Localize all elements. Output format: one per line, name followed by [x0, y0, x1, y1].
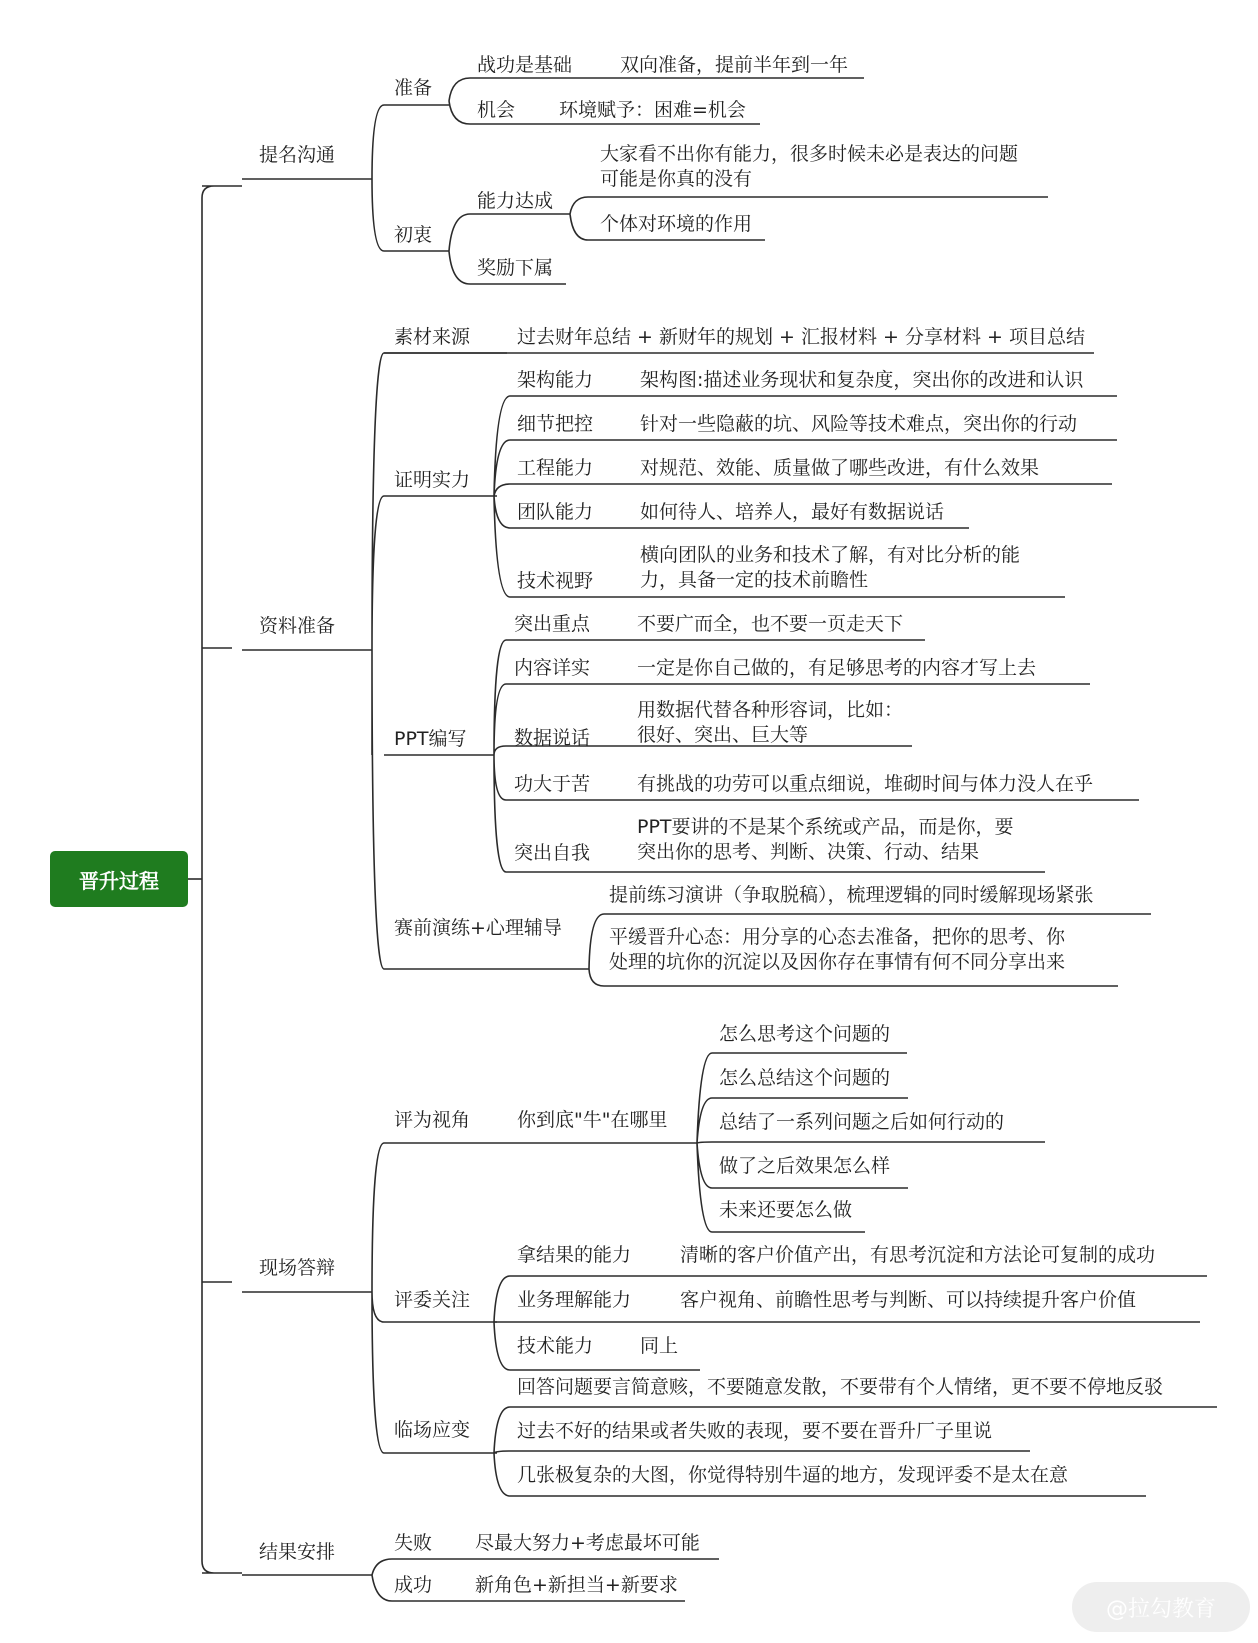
node-ppt-effort: 功大于苦	[514, 773, 591, 795]
node-ppt-content-detail: 一定是你自己做的，有足够思考的内容才写上去	[637, 657, 1037, 679]
node-ability-detail1-line1: 大家看不出你有能力，很多时候未必是表达的问题	[600, 143, 1019, 165]
node-prepare-item2-detail: 环境赋予：困难=机会	[559, 99, 746, 121]
node-detail-control-detail: 针对一些隐蔽的坑、风险等技术难点，突出你的行动	[640, 413, 1078, 435]
node-adapt-item1: 回答问题要言简意赅，不要随意发散，不要带有个人情绪，更不要不停地反驳	[517, 1376, 1164, 1398]
node-ppt-self: 突出自我	[514, 842, 591, 864]
node-vision-detail-line2: 力，具备一定的技术前瞻性	[640, 569, 869, 591]
node-defense: 现场答辩	[259, 1257, 336, 1279]
node-ppt-focus: 突出重点	[514, 613, 591, 635]
node-perspective-q5: 未来还要怎么做	[719, 1199, 853, 1221]
node-team-detail: 如何待人、培养人，最好有数据说话	[640, 501, 945, 523]
node-judges: 评委关注	[394, 1289, 471, 1311]
node-rehearsal: 赛前演练+心理辅导	[394, 917, 562, 939]
node-ppt-content: 内容详实	[514, 657, 591, 679]
node-adapt-item2: 过去不好的结果或者失败的表现，要不要在晋升厂子里说	[517, 1420, 993, 1442]
node-ppt: PPT编写	[394, 728, 467, 750]
node-detail-control: 细节把控	[517, 413, 594, 435]
node-success: 成功	[394, 1574, 433, 1596]
node-ppt-data: 数据说话	[514, 727, 591, 749]
connector-level1-underlines	[242, 179, 372, 1575]
node-perspective-core: 你到底"牛"在哪里	[517, 1109, 668, 1131]
node-team: 团队能力	[517, 501, 594, 523]
node-judges-result: 拿结果的能力	[517, 1244, 632, 1266]
root-node: 晋升过程	[50, 851, 188, 907]
node-source-detail: 过去财年总结 + 新财年的规划 + 汇报材料 + 分享材料 + 项目总结	[517, 326, 1085, 348]
node-fail: 失败	[394, 1532, 433, 1554]
node-intent: 初衷	[394, 224, 433, 246]
node-ability: 能力达成	[477, 190, 554, 212]
node-ppt-data-detail-line1: 用数据代替各种形容词，比如：	[637, 699, 904, 721]
node-perspective-q4: 做了之后效果怎么样	[719, 1155, 891, 1177]
node-perspective: 评为视角	[394, 1109, 471, 1131]
node-rehearsal-detail2-line1: 平缓晋升心态：用分享的心态去准备，把你的思考、你	[609, 926, 1066, 948]
node-prepare-item1: 战功是基础	[477, 54, 573, 76]
node-ability-detail2: 个体对环境的作用	[600, 213, 753, 235]
node-ability-detail1-line2: 可能是你真的没有	[600, 168, 753, 190]
node-judges-tech: 技术能力	[517, 1335, 594, 1357]
node-reward: 奖励下属	[477, 257, 554, 279]
node-judges-business: 业务理解能力	[517, 1289, 632, 1311]
node-proof: 证明实力	[394, 469, 471, 491]
node-rehearsal-detail1: 提前练习演讲（争取脱稿），梳理逻辑的同时缓解现场紧张	[609, 884, 1094, 906]
node-perspective-q2: 怎么总结这个问题的	[719, 1067, 891, 1089]
node-rehearsal-detail2-line2: 处理的坑你的沉淀以及因你存在事情有何不同分享出来	[609, 951, 1066, 973]
node-arch: 架构能力	[517, 369, 594, 391]
node-ppt-data-detail-line2: 很好、突出、巨大等	[637, 724, 809, 746]
node-vision: 技术视野	[517, 570, 594, 592]
node-ppt-self-detail-line1: PPT要讲的不是某个系统或产品，而是你，要	[637, 816, 1014, 838]
node-ppt-focus-detail: 不要广而全，也不要一页走天下	[637, 613, 904, 635]
watermark-logo: @拉勾教育	[1072, 1582, 1250, 1632]
node-perspective-q1: 怎么思考这个问题的	[719, 1023, 891, 1045]
node-materials: 资料准备	[259, 615, 336, 637]
node-arch-detail: 架构图:描述业务现状和复杂度，突出你的改进和认识	[640, 369, 1084, 391]
node-success-detail: 新角色+新担当+新要求	[475, 1574, 678, 1596]
node-engineering: 工程能力	[517, 457, 594, 479]
connector-level1-spine	[202, 186, 242, 1573]
node-ppt-self-detail-line2: 突出你的思考、判断、决策、行动、结果	[637, 841, 980, 863]
node-ppt-effort-detail: 有挑战的功劳可以重点细说，堆砌时间与体力没人在乎	[637, 773, 1094, 795]
node-engineering-detail: 对规范、效能、质量做了哪些改进，有什么效果	[640, 457, 1040, 479]
node-vision-detail-line1: 横向团队的业务和技术了解，有对比分析的能	[640, 544, 1021, 566]
node-prepare-item1-detail: 双向准备，提前半年到一年	[620, 54, 849, 76]
node-prepare: 准备	[394, 77, 433, 99]
node-judges-tech-detail: 同上	[640, 1335, 679, 1357]
node-nomination: 提名沟通	[259, 144, 336, 166]
node-outcome: 结果安排	[259, 1541, 336, 1563]
node-judges-business-detail: 客户视角、前瞻性思考与判断、可以持续提升客户价值	[680, 1289, 1137, 1311]
node-prepare-item2: 机会	[477, 99, 516, 121]
node-fail-detail: 尽最大努力+考虑最坏可能	[475, 1532, 700, 1554]
node-perspective-q3: 总结了一系列问题之后如何行动的	[719, 1111, 1005, 1133]
node-source: 素材来源	[394, 326, 471, 348]
node-adapt: 临场应变	[394, 1419, 471, 1441]
node-adapt-item3: 几张极复杂的大图，你觉得特别牛逼的地方，发现评委不是太在意	[517, 1464, 1069, 1486]
node-judges-result-detail: 清晰的客户价值产出，有思考沉淀和方法论可复制的成功	[680, 1244, 1156, 1266]
